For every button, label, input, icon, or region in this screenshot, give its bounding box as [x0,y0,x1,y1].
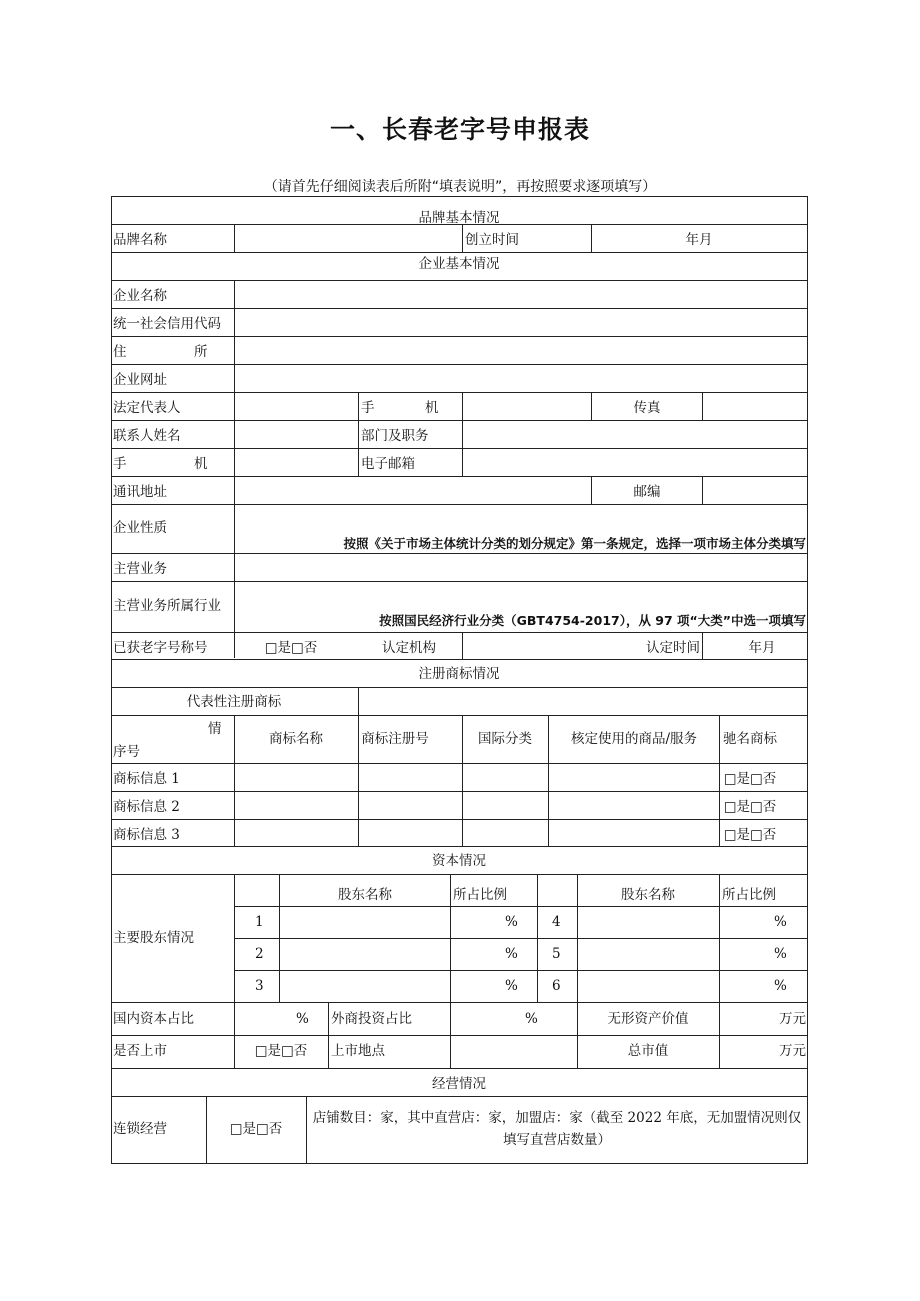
market-cap-label: 总市值 [627,1043,669,1059]
trademark-row-label: 商标信息 1 [113,771,180,787]
row-rule [111,819,808,820]
store-count-text [308,1107,806,1151]
legal-rep-label: 法定代表人 [113,400,181,416]
market-cap-unit: 万元 [779,1043,806,1059]
page-title: 一、长春老字号申报表 [329,115,590,144]
shareholder-pct: % [505,914,518,930]
industry-hint: 按照国民经济行业分类（GBT4754-2017），从 97 项“大类”中选一项填写 [379,613,806,628]
row-rule [111,874,808,875]
row-rule [234,970,808,971]
section-brand-basics: 品牌基本情况 [418,210,500,226]
col-rule [358,392,359,476]
row-rule [111,1096,808,1097]
contact-mobile-label-end: 机 [194,456,208,472]
listed-label: 是否上市 [113,1043,167,1059]
trademark-name-header: 商标名称 [269,731,323,747]
row-rule [111,581,808,582]
shareholder-pct: % [774,946,787,962]
col-rule [591,392,592,420]
shareholder-pct: % [774,914,787,930]
row-rule [234,938,808,939]
intangible-assets-unit: 万元 [779,1011,806,1027]
col-rule [234,224,235,252]
col-rule [591,224,592,252]
row-rule [111,448,808,449]
company-nature-label: 企业性质 [113,520,167,536]
shareholder-no: 2 [255,946,264,962]
row-rule [111,632,808,633]
founded-time-value: 年月 [685,232,713,248]
shareholder-name-header-left: 股东名称 [338,887,392,903]
shareholder-no: 1 [255,914,264,930]
table-border-top [111,196,808,197]
shareholder-no: 3 [255,978,264,994]
intl-class-header: 国际分类 [478,731,532,747]
col-rule [537,874,538,1002]
shareholder-no: 5 [552,946,561,962]
row-rule [111,846,808,847]
ratio-header-right: 所占比例 [722,887,776,903]
industry-label: 主营业务所属行业 [113,598,221,614]
honor-org-label: 认定机构 [382,640,436,656]
shareholder-pct: % [505,978,518,994]
intangible-assets-label: 无形资产价值 [607,1011,689,1027]
table-border-left [111,196,112,1164]
department-label: 部门及职务 [361,428,429,444]
table-border-right [807,196,808,1164]
col-rule [450,874,451,1002]
row-rule [111,687,808,688]
trademark-regno-header: 商标注册号 [361,731,429,747]
header-corner-top: 情 [208,721,222,737]
trademark-row-famous[interactable]: □是□否 [723,771,777,787]
shareholders-label: 主要股东情况 [113,930,194,946]
row-rule [111,1002,808,1003]
contact-mobile-label-start: 手 [113,456,127,472]
col-rule [279,874,280,1002]
col-rule [702,476,703,504]
col-rule [462,715,463,846]
header-corner-bottom: 序号 [113,744,140,760]
mobile-label-start: 手 [361,400,375,416]
foreign-capital-label: 外商投资占比 [331,1011,412,1027]
shareholder-name-header-right: 股东名称 [621,887,675,903]
email-label: 电子邮箱 [361,456,415,472]
row-rule [111,336,808,337]
col-rule [548,715,549,846]
col-rule [591,476,592,504]
row-rule [111,476,808,477]
listed-yes-no[interactable]: □是□否 [254,1043,308,1059]
page-subtitle: （请首先仔细阅读表后所附“填表说明”，再按照要求逐项填写） [263,179,657,195]
row-rule [111,553,808,554]
chain-yes-no[interactable]: □是□否 [229,1121,283,1137]
row-rule [111,308,808,309]
chain-operation-label: 连锁经营 [113,1121,167,1137]
trademark-row-famous[interactable]: □是□否 [723,827,777,843]
row-rule [111,1035,808,1036]
row-rule [111,1068,808,1069]
col-rule [450,1002,451,1068]
col-rule [462,224,463,252]
honor-time-label: 认定时间 [646,640,700,656]
website-label: 企业网址 [113,372,167,388]
col-rule [206,1096,207,1163]
row-rule [111,420,808,421]
shareholder-no: 6 [552,978,561,994]
postcode-label: 邮编 [633,484,661,500]
goods-services-header: 核定使用的商品/服务 [570,731,698,747]
col-rule [577,1002,578,1068]
credit-code-label: 统一社会信用代码 [113,316,221,332]
col-rule [234,715,235,846]
col-rule [234,280,235,658]
domestic-capital-unit: % [296,1011,309,1027]
row-rule [111,364,808,365]
trademark-row-label: 商标信息 2 [113,799,180,815]
section-operation: 经营情况 [432,1076,486,1092]
shareholder-pct: % [505,946,518,962]
honor-yes-no[interactable]: □是□否 [264,640,318,656]
col-rule [234,874,235,1002]
col-rule [358,687,359,846]
col-rule [702,392,703,420]
honor-label: 已获老字号称号 [113,640,208,656]
col-rule [719,715,720,846]
table-border-bottom [111,1163,808,1164]
row-rule [111,252,808,253]
listing-place-label: 上市地点 [331,1043,385,1059]
row-rule [234,906,808,907]
founded-time-label: 创立时间 [465,232,519,248]
row-rule [111,504,808,505]
trademark-row-famous[interactable]: □是□否 [723,799,777,815]
shareholder-no: 4 [552,914,561,930]
store-count-line: 填写直营店数量） [503,1132,611,1148]
trademark-row-label: 商标信息 3 [113,827,180,843]
row-rule [111,280,808,281]
honor-time-value: 年月 [748,640,776,656]
main-business-label: 主营业务 [113,561,167,577]
row-rule [111,791,808,792]
address-label-end: 所 [194,344,208,360]
col-rule [462,632,463,659]
store-count-line: 店铺数目：家，其中直营店：家，加盟店：家（截至 2022 年底，无加盟情况则仅 [312,1110,802,1126]
col-rule [719,874,720,1002]
row-rule [111,715,808,716]
company-nature-hint: 按照《关于市场主体统计分类的划分规定》第一条规定，选择一项市场主体分类填写 [343,536,806,551]
col-rule [702,632,703,659]
address-label-start: 住 [113,344,127,360]
foreign-capital-unit: % [525,1011,538,1027]
domestic-capital-label: 国内资本占比 [113,1011,194,1027]
section-capital: 资本情况 [432,853,486,869]
col-rule [577,874,578,1002]
mobile-label-end: 机 [425,400,439,416]
row-rule [111,392,808,393]
representative-trademark-label: 代表性注册商标 [186,694,282,710]
shareholder-pct: % [774,978,787,994]
row-rule [111,659,808,660]
row-rule [111,763,808,764]
section-trademark: 注册商标情况 [418,666,500,682]
contact-name-label: 联系人姓名 [113,428,181,444]
mail-address-label: 通讯地址 [113,484,167,500]
col-rule [234,1002,235,1068]
fax-label: 传真 [633,400,661,416]
famous-trademark-header: 驰名商标 [723,731,777,747]
col-rule [328,1002,329,1068]
company-name-label: 企业名称 [113,288,167,304]
col-rule [719,1002,720,1068]
ratio-header-left: 所占比例 [453,887,507,903]
col-rule [462,392,463,476]
brand-name-label: 品牌名称 [113,232,167,248]
section-company-basics: 企业基本情况 [418,256,500,272]
col-rule [306,1096,307,1163]
